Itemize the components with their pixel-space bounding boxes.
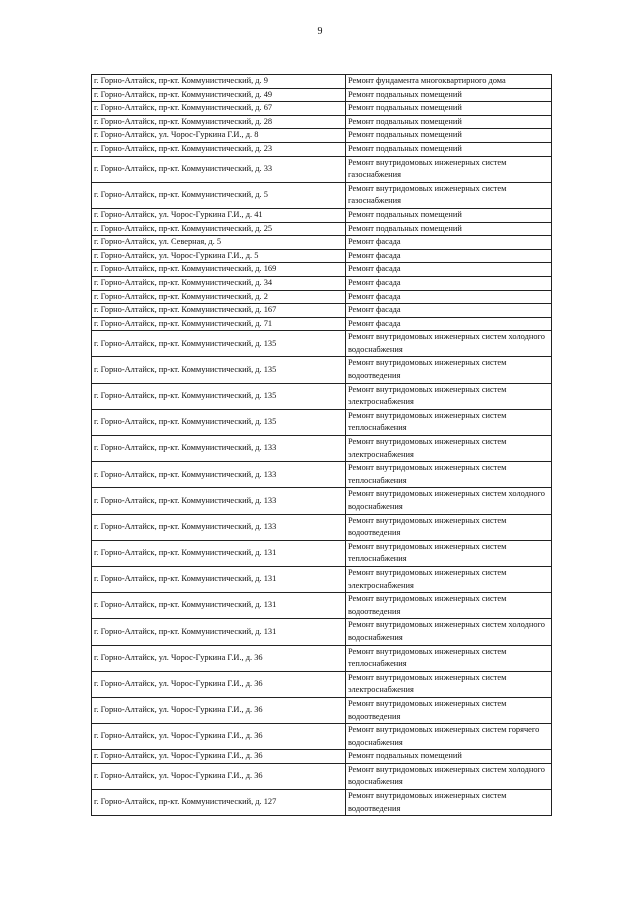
table-row [92,75,552,89]
work-type-cell: Ремонт внутридомовых инженерных систем водоотведения [346,514,552,540]
address-cell: г. Горно-Алтайск, ул. Чорос-Гуркина Г.И., д. 8 [92,129,346,143]
work-type-cell: Ремонт подвальных помещений [346,222,552,236]
work-type-cell: Ремонт подвальных помещений [346,88,552,102]
address-cell: г. Горно-Алтайск, ул. Чорос-Гуркина Г.И., д. 36 [92,697,346,723]
address-cell: г. Горно-Алтайск, пр-кт. Коммунистический, д. 133 [92,436,346,462]
table-row [92,697,552,723]
table-row [92,263,552,277]
address-cell: г. Горно-Алтайск, пр-кт. Коммунистический, д. 135 [92,357,346,383]
table-row [92,222,552,236]
table-row [92,357,552,383]
work-type-cell: Ремонт внутридомовых инженерных систем холодного водоснабжения [346,488,552,514]
work-type-cell: Ремонт фасада [346,304,552,318]
address-cell: г. Горно-Алтайск, ул. Чорос-Гуркина Г.И., д. 36 [92,724,346,750]
work-type-cell: Ремонт фасада [346,276,552,290]
table-row [92,290,552,304]
address-cell: г. Горно-Алтайск, пр-кт. Коммунистический, д. 133 [92,514,346,540]
work-type-cell: Ремонт внутридомовых инженерных систем горячего водоснабжения [346,724,552,750]
table-row [92,724,552,750]
address-cell: г. Горно-Алтайск, пр-кт. Коммунистический, д. 67 [92,102,346,116]
work-type-cell: Ремонт подвальных помещений [346,102,552,116]
work-type-cell: Ремонт внутридомовых инженерных систем электроснабжения [346,566,552,592]
address-cell: г. Горно-Алтайск, ул. Чорос-Гуркина Г.И., д. 41 [92,208,346,222]
table-row [92,276,552,290]
work-type-cell: Ремонт фасада [346,317,552,331]
work-type-cell: Ремонт внутридомовых инженерных систем водоотведения [346,593,552,619]
address-cell: г. Горно-Алтайск, пр-кт. Коммунистический, д. 133 [92,462,346,488]
work-type-cell: Ремонт фундамента многоквартирного дома [346,75,552,89]
address-cell: г. Горно-Алтайск, пр-кт. Коммунистический, д. 9 [92,75,346,89]
address-cell: г. Горно-Алтайск, ул. Чорос-Гуркина Г.И., д. 36 [92,671,346,697]
table-row [92,304,552,318]
work-type-cell: Ремонт подвальных помещений [346,129,552,143]
table-row [92,790,552,816]
table-row [92,462,552,488]
address-cell: г. Горно-Алтайск, пр-кт. Коммунистический, д. 131 [92,540,346,566]
work-type-cell: Ремонт внутридомовых инженерных систем электроснабжения [346,436,552,462]
work-type-cell: Ремонт подвальных помещений [346,208,552,222]
work-type-cell: Ремонт внутридомовых инженерных систем теплоснабжения [346,645,552,671]
work-type-cell: Ремонт подвальных помещений [346,750,552,764]
address-cell: г. Горно-Алтайск, пр-кт. Коммунистический, д. 167 [92,304,346,318]
work-type-cell: Ремонт внутридомовых инженерных систем холодного водоснабжения [346,331,552,357]
works-table [91,74,552,816]
work-type-cell: Ремонт внутридомовых инженерных систем теплоснабжения [346,409,552,435]
table-row [92,331,552,357]
page-number: 9 [317,26,323,37]
table-row [92,645,552,671]
table-row [92,88,552,102]
table-row [92,593,552,619]
table-row [92,671,552,697]
address-cell: г. Горно-Алтайск, пр-кт. Коммунистический, д. 33 [92,156,346,182]
address-cell: г. Горно-Алтайск, пр-кт. Коммунистический, д. 28 [92,115,346,129]
work-type-cell: Ремонт внутридомовых инженерных систем электроснабжения [346,383,552,409]
table-row [92,129,552,143]
address-cell: г. Горно-Алтайск, ул. Чорос-Гуркина Г.И., д. 5 [92,249,346,263]
table-row [92,142,552,156]
work-type-cell: Ремонт внутридомовых инженерных систем теплоснабжения [346,540,552,566]
work-type-cell: Ремонт внутридомовых инженерных систем холодного водоснабжения [346,619,552,645]
address-cell: г. Горно-Алтайск, пр-кт. Коммунистический, д. 2 [92,290,346,304]
table-row [92,236,552,250]
table-row [92,249,552,263]
work-type-cell: Ремонт внутридомовых инженерных систем газоснабжения [346,156,552,182]
work-type-cell: Ремонт внутридомовых инженерных систем газоснабжения [346,182,552,208]
table-row [92,514,552,540]
address-cell: г. Горно-Алтайск, пр-кт. Коммунистический, д. 131 [92,593,346,619]
work-type-cell: Ремонт внутридомовых инженерных систем электроснабжения [346,671,552,697]
table-row [92,409,552,435]
work-type-cell: Ремонт фасада [346,249,552,263]
work-type-cell: Ремонт внутридомовых инженерных систем холодного водоснабжения [346,763,552,789]
table-row [92,436,552,462]
address-cell: г. Горно-Алтайск, пр-кт. Коммунистический, д. 135 [92,383,346,409]
address-cell: г. Горно-Алтайск, ул. Северная, д. 5 [92,236,346,250]
address-cell: г. Горно-Алтайск, пр-кт. Коммунистический, д. 71 [92,317,346,331]
address-cell: г. Горно-Алтайск, пр-кт. Коммунистический, д. 133 [92,488,346,514]
table-row [92,383,552,409]
table-row [92,102,552,116]
work-type-cell: Ремонт фасада [346,290,552,304]
address-cell: г. Горно-Алтайск, пр-кт. Коммунистический, д. 135 [92,409,346,435]
table-row [92,317,552,331]
address-cell: г. Горно-Алтайск, ул. Чорос-Гуркина Г.И., д. 36 [92,645,346,671]
address-cell: г. Горно-Алтайск, пр-кт. Коммунистический, д. 34 [92,276,346,290]
work-type-cell: Ремонт фасада [346,263,552,277]
table-row [92,566,552,592]
table-row [92,182,552,208]
address-cell: г. Горно-Алтайск, ул. Чорос-Гуркина Г.И., д. 36 [92,763,346,789]
table-row [92,619,552,645]
address-cell: г. Горно-Алтайск, пр-кт. Коммунистический, д. 49 [92,88,346,102]
address-cell: г. Горно-Алтайск, пр-кт. Коммунистический, д. 169 [92,263,346,277]
address-cell: г. Горно-Алтайск, пр-кт. Коммунистический, д. 5 [92,182,346,208]
address-cell: г. Горно-Алтайск, пр-кт. Коммунистический, д. 131 [92,619,346,645]
table-row [92,763,552,789]
table-row [92,156,552,182]
address-cell: г. Горно-Алтайск, пр-кт. Коммунистический, д. 135 [92,331,346,357]
work-type-cell: Ремонт внутридомовых инженерных систем водоотведения [346,697,552,723]
address-cell: г. Горно-Алтайск, ул. Чорос-Гуркина Г.И., д. 36 [92,750,346,764]
address-cell: г. Горно-Алтайск, пр-кт. Коммунистический, д. 131 [92,566,346,592]
work-type-cell: Ремонт подвальных помещений [346,115,552,129]
address-cell: г. Горно-Алтайск, пр-кт. Коммунистический, д. 127 [92,790,346,816]
table-row [92,488,552,514]
work-type-cell: Ремонт внутридомовых инженерных систем теплоснабжения [346,462,552,488]
work-type-cell: Ремонт внутридомовых инженерных систем водоотведения [346,357,552,383]
table-row [92,540,552,566]
table-row [92,208,552,222]
works-table-body [92,75,552,816]
address-cell: г. Горно-Алтайск, пр-кт. Коммунистический, д. 23 [92,142,346,156]
work-type-cell: Ремонт подвальных помещений [346,142,552,156]
table-row [92,750,552,764]
work-type-cell: Ремонт фасада [346,236,552,250]
table-row [92,115,552,129]
work-type-cell: Ремонт внутридомовых инженерных систем водоотведения [346,790,552,816]
address-cell: г. Горно-Алтайск, пр-кт. Коммунистический, д. 25 [92,222,346,236]
